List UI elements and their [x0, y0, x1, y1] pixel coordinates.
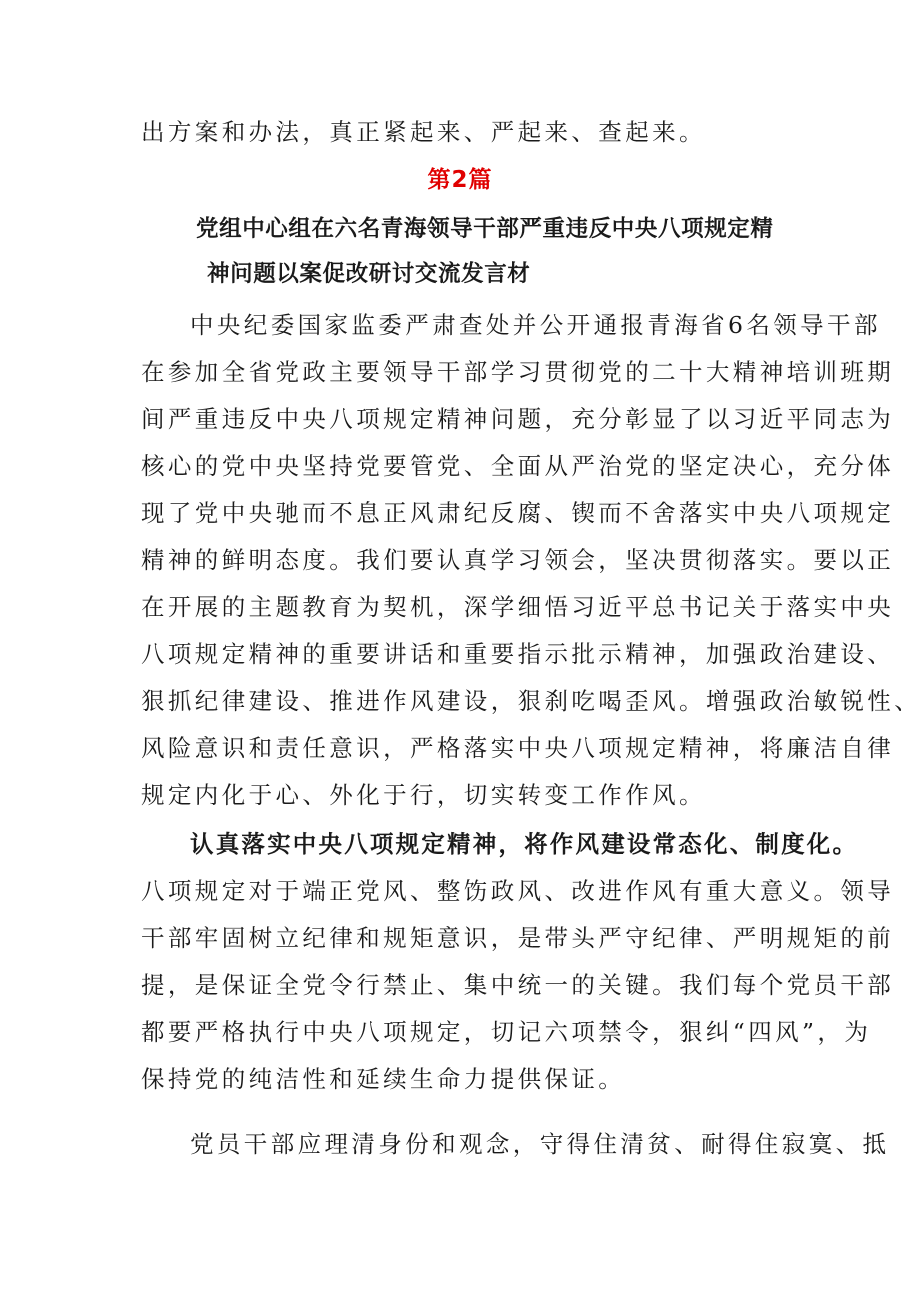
paragraph-line: 党员干部应理清身份和观念，守得住清贫、耐得住寂寞、抵 — [190, 1130, 890, 1158]
paragraph-line: 间严重违反中央八项规定精神问题，充分彰显了以习近平同志为 — [141, 405, 895, 433]
paragraph-line: 保持党的纯洁性和延续生命力提供保证。 — [141, 1065, 626, 1093]
title-line-1: 党组中心组在六名青海领导干部严重违反中央八项规定精 — [196, 216, 774, 242]
paragraph-line: 八项规定对于端正党风、整饬政风、改进作风有重大意义。领导 — [141, 877, 895, 905]
paragraph-line: 精神的鲜明态度。我们要认真学习领会，坚决贯彻落实。要以正 — [141, 546, 895, 574]
paragraph-line: 都要严格执行中央八项规定，切记六项禁令，狠纠“四风”，为 — [141, 1018, 872, 1046]
paragraph-line: 中央纪委国家监委严肃查处并公开通报青海省6名领导干部 — [190, 311, 881, 339]
paragraph-line: 在开展的主题教育为契机，深学细悟习近平总书记关于落实中央 — [141, 593, 895, 621]
paragraph-line: 在参加全省党政主要领导干部学习贯彻党的二十大精神培训班期 — [141, 358, 895, 386]
paragraph-line: 提，是保证全党令行禁止、集中统一的关键。我们每个党员干部 — [141, 971, 895, 999]
paragraph-heading: 认真落实中央八项规定精神，将作风建设常态化、制度化。 — [190, 830, 859, 858]
continuation-line: 出方案和办法，真正紧起来、严起来、查起来。 — [141, 118, 706, 146]
paragraph-line: 干部牢固树立纪律和规矩意识，是带头严守纪律、严明规矩的前 — [141, 924, 895, 952]
title-line-2: 神问题以案促改研讨交流发言材 — [207, 261, 531, 287]
paragraph-line: 八项规定精神的重要讲话和重要指示批示精神，加强政治建设、 — [141, 640, 895, 668]
paragraph-line: 规定内化于心、外化于行，切实转变工作作风。 — [141, 781, 706, 809]
paragraph-line: 风险意识和责任意识，严格落实中央八项规定精神，将廉洁自律 — [141, 734, 895, 762]
paragraph-line: 核心的党中央坚持党要管党、全面从严治党的坚定决心，充分体 — [141, 452, 895, 480]
paragraph-line: 现了党中央驰而不息正风肃纪反腐、锲而不舍落实中央八项规定 — [141, 499, 895, 527]
paragraph-line: 狠抓纪律建设、推进作风建设，狠刹吃喝歪风。增强政治敏锐性、 — [141, 687, 921, 715]
section-label: 第2篇 — [427, 167, 493, 193]
